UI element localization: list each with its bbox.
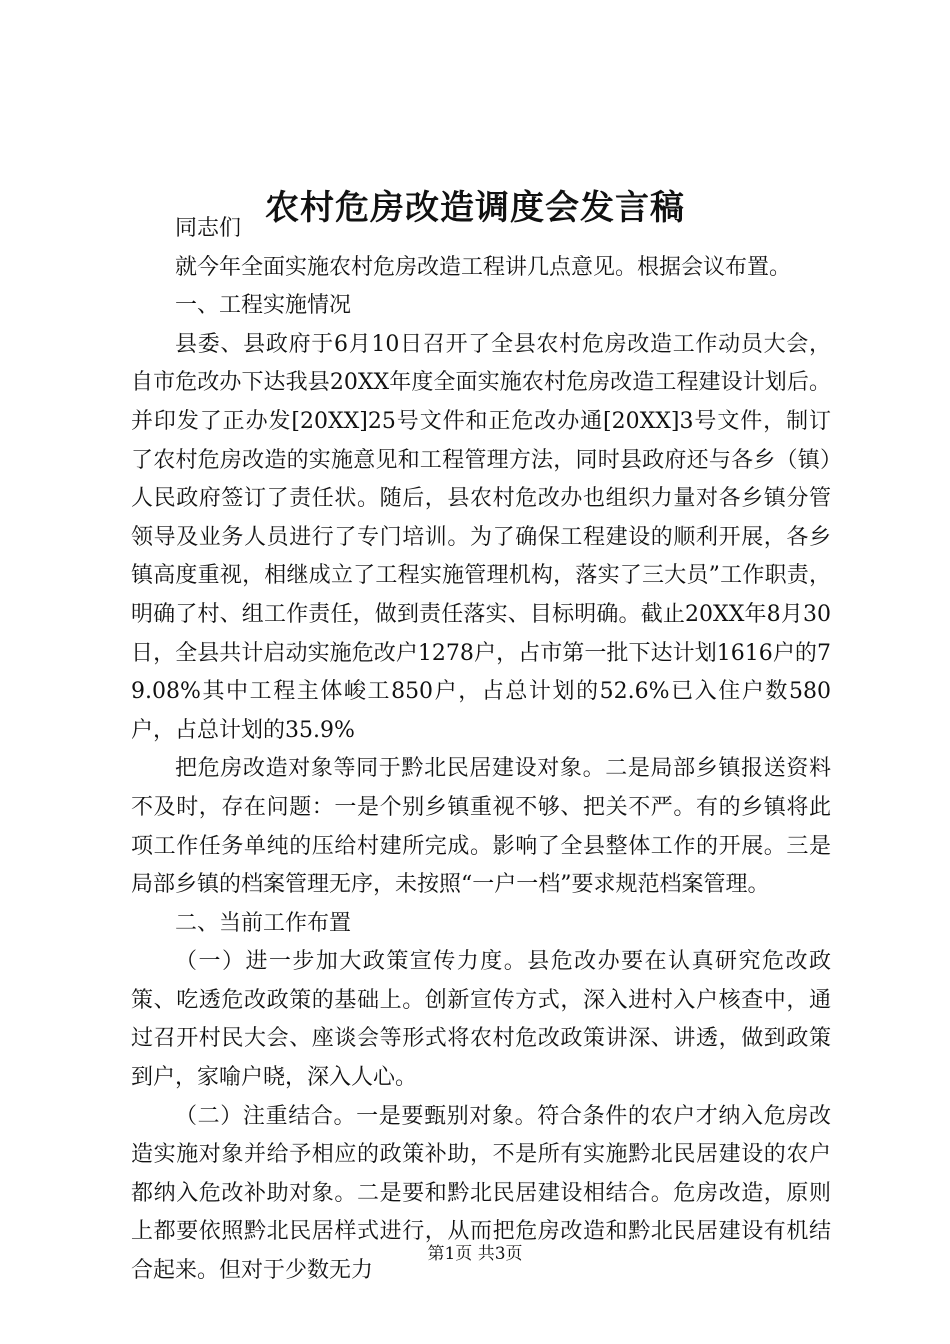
document-body — [131, 210, 831, 1291]
section-heading: 二、当前工作布置 — [175, 910, 352, 936]
section-heading: 一、工程实施情况 — [175, 293, 352, 319]
body-paragraph: 县委、县政府于6月10日召开了全县农村危房改造工作动员大会，自市危改办下达我县20XX年度全面实施农村危房改造工程建设计划后。并印发了正办发[20XX]25号文件和正危改办通[20XX]3号文件，制订了农村危房改造的实施意见和工程管理方法，同时县政府还与各乡（镇）人民政府签订了责任状。随后，县农村危改办也组织力量对各乡镇分管领导及业务人员进行了专门培训。为了确保工程建设的顺利开展，各乡镇高度重视，相继成立了工程实施管理机构，落实了三大员”工作职责，明确了村、组工作责任，做到责任落实、目标明确。截止20XX年8月30日，全县共计启动实施危改户1278户，占市第一批下达计划1616户的79.08%其中工程主体峻工850户，占总计划的52.6%已入住户数580户，占总计划的35.9% — [131, 331, 831, 743]
page-footer: 第1页 共3页 — [427, 1244, 523, 1264]
body-paragraph: 把危房改造对象等同于黔北民居建设对象。二是局部乡镇报送资料不及时，存在问题：一是个别乡镇重视不够、把关不严。有的乡镇将此项工作任务单纯的压给村建所完成。影响了全县整体工作的开展。三是局部乡镇的档案管理无序，未按照“一户一档”要求规范档案管理。 — [131, 756, 831, 898]
salutation: 同志们 — [175, 216, 242, 241]
body-paragraph: 就今年全面实施农村危房改造工程讲几点意见。根据会议布置。 — [175, 254, 792, 280]
body-paragraph: （一）进一步加大政策宣传力度。县危改办要在认真研究危改政策、吃透危改政策的基础上。创新宣传方式，深入进村入户核查中，通过召开村民大会、座谈会等形式将农村危改政策讲深、讲透，做到政策到户，家喻户晓，深入人心。 — [131, 949, 831, 1091]
body-paragraph: （二）注重结合。一是要甄别对象。符合条件的农户才纳入危房改造实施对象并给予相应的政策补助，不是所有实施黔北民居建设的农户都纳入危改补助对象。二是要和黔北民居建设相结合。危房改造，原则上都要依照黔北民居样式进行，从而把危房改造和黔北民居建设有机结合起来。但对于少数无力 — [131, 1103, 831, 1284]
document-title: 农村危房改造调度会发言稿 — [265, 188, 685, 228]
